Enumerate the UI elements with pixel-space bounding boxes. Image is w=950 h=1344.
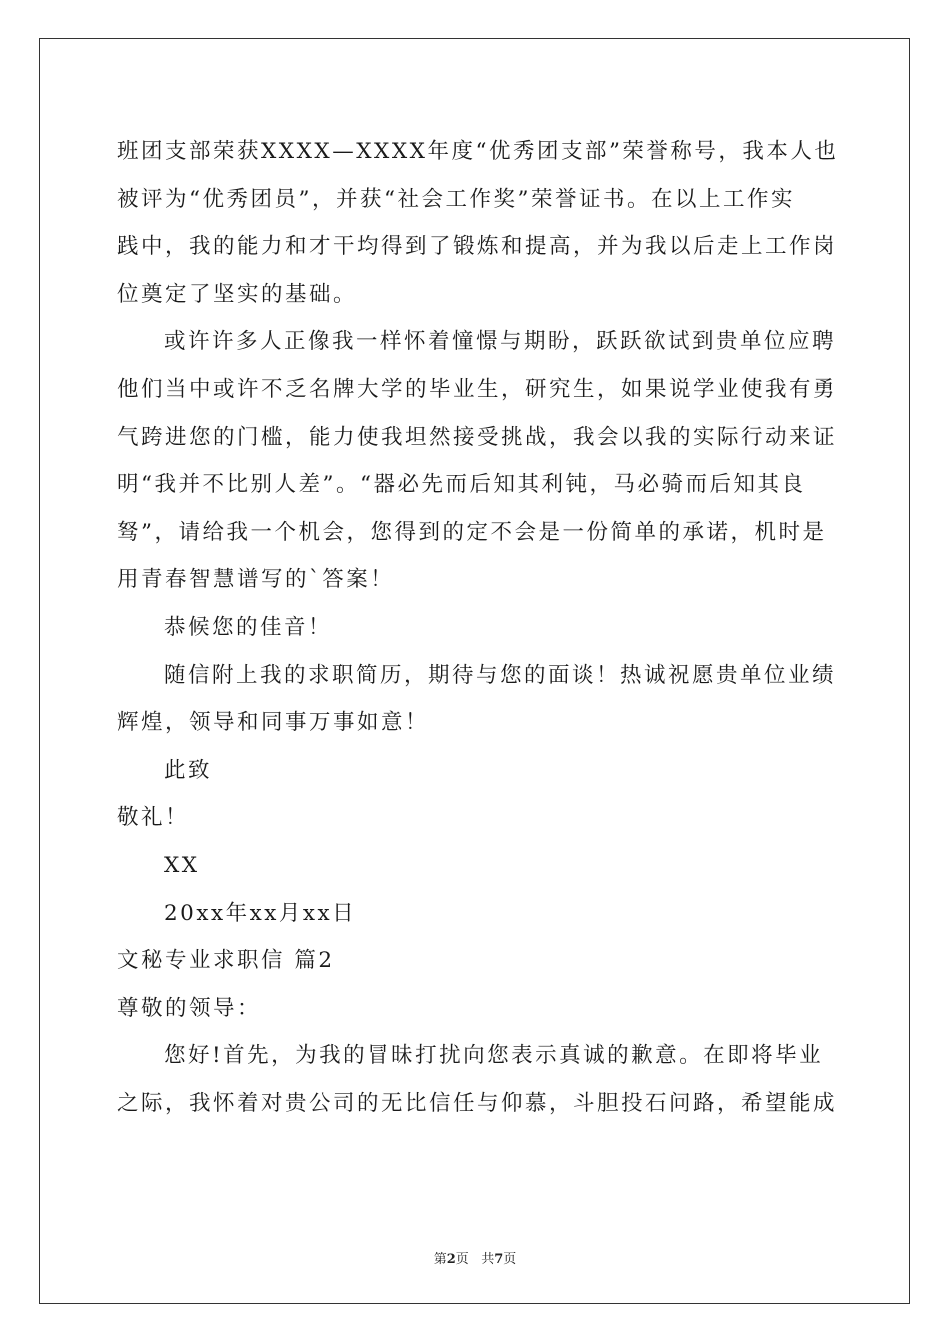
page-suffix: 页: [455, 1252, 469, 1267]
text-line: 位奠定了坚实的基础。: [117, 281, 358, 307]
text-line: 他们当中或许不乏名牌大学的毕业生，研究生，如果说学业使我有勇: [117, 376, 838, 402]
signature-date: 20xx年xx月xx日: [164, 900, 357, 926]
total-prefix: 共: [481, 1252, 495, 1267]
text-line: 恭候您的佳音！: [164, 614, 333, 640]
total-pages: 7: [494, 1252, 504, 1267]
text-line: 气跨进您的门槛，能力使我坦然接受挑战，我会以我的实际行动来证: [117, 424, 838, 450]
greeting: 尊敬的领导：: [117, 995, 262, 1021]
text-line: 之际，我怀着对贵公司的无比信任与仰慕，斗胆投石问路，希望能成: [117, 1090, 838, 1116]
text-line: 随信附上我的求职简历，期待与您的面谈！热诚祝愿贵单位业绩: [164, 662, 837, 688]
text-line: 明“我并不比别人差”。“器必先而后知其利钝，马必骑而后知其良: [117, 472, 806, 498]
page-prefix: 第: [433, 1252, 447, 1267]
page-footer: [0, 1248, 950, 1267]
closing-respect: 敬礼！: [117, 805, 190, 831]
signature-name: XX: [164, 852, 200, 878]
document-body: [117, 128, 839, 1127]
text-line: 或许许多人正像我一样怀着憧憬与期盼，跃跃欲试到贵单位应聘: [164, 329, 837, 355]
text-line: 用青春智慧谱写的`答案！: [117, 567, 395, 593]
text-line: 被评为“优秀团员”，并获“社会工作奖”荣誉证书。在以上工作实: [117, 186, 795, 212]
closing-salutation: 此致: [164, 757, 213, 783]
section-title: 文秘专业求职信 篇2: [117, 948, 335, 974]
text-line: 班团支部荣获XXXX—XXXX年度“优秀团支部”荣誉称号，我本人也: [117, 139, 839, 164]
page-number: 2: [446, 1252, 456, 1267]
text-line: 驽”，请给我一个机会，您得到的定不会是一份简单的承诺，机时是: [117, 519, 827, 545]
total-suffix: 页: [503, 1252, 517, 1267]
text-line: 辉煌，领导和同事万事如意！: [117, 710, 430, 736]
text-line: 践中，我的能力和才干均得到了锻炼和提高，并为我以后走上工作岗: [117, 234, 838, 260]
text-line: 您好!首先，为我的冒昧打扰向您表示真诚的歉意。在即将毕业: [164, 1043, 824, 1069]
